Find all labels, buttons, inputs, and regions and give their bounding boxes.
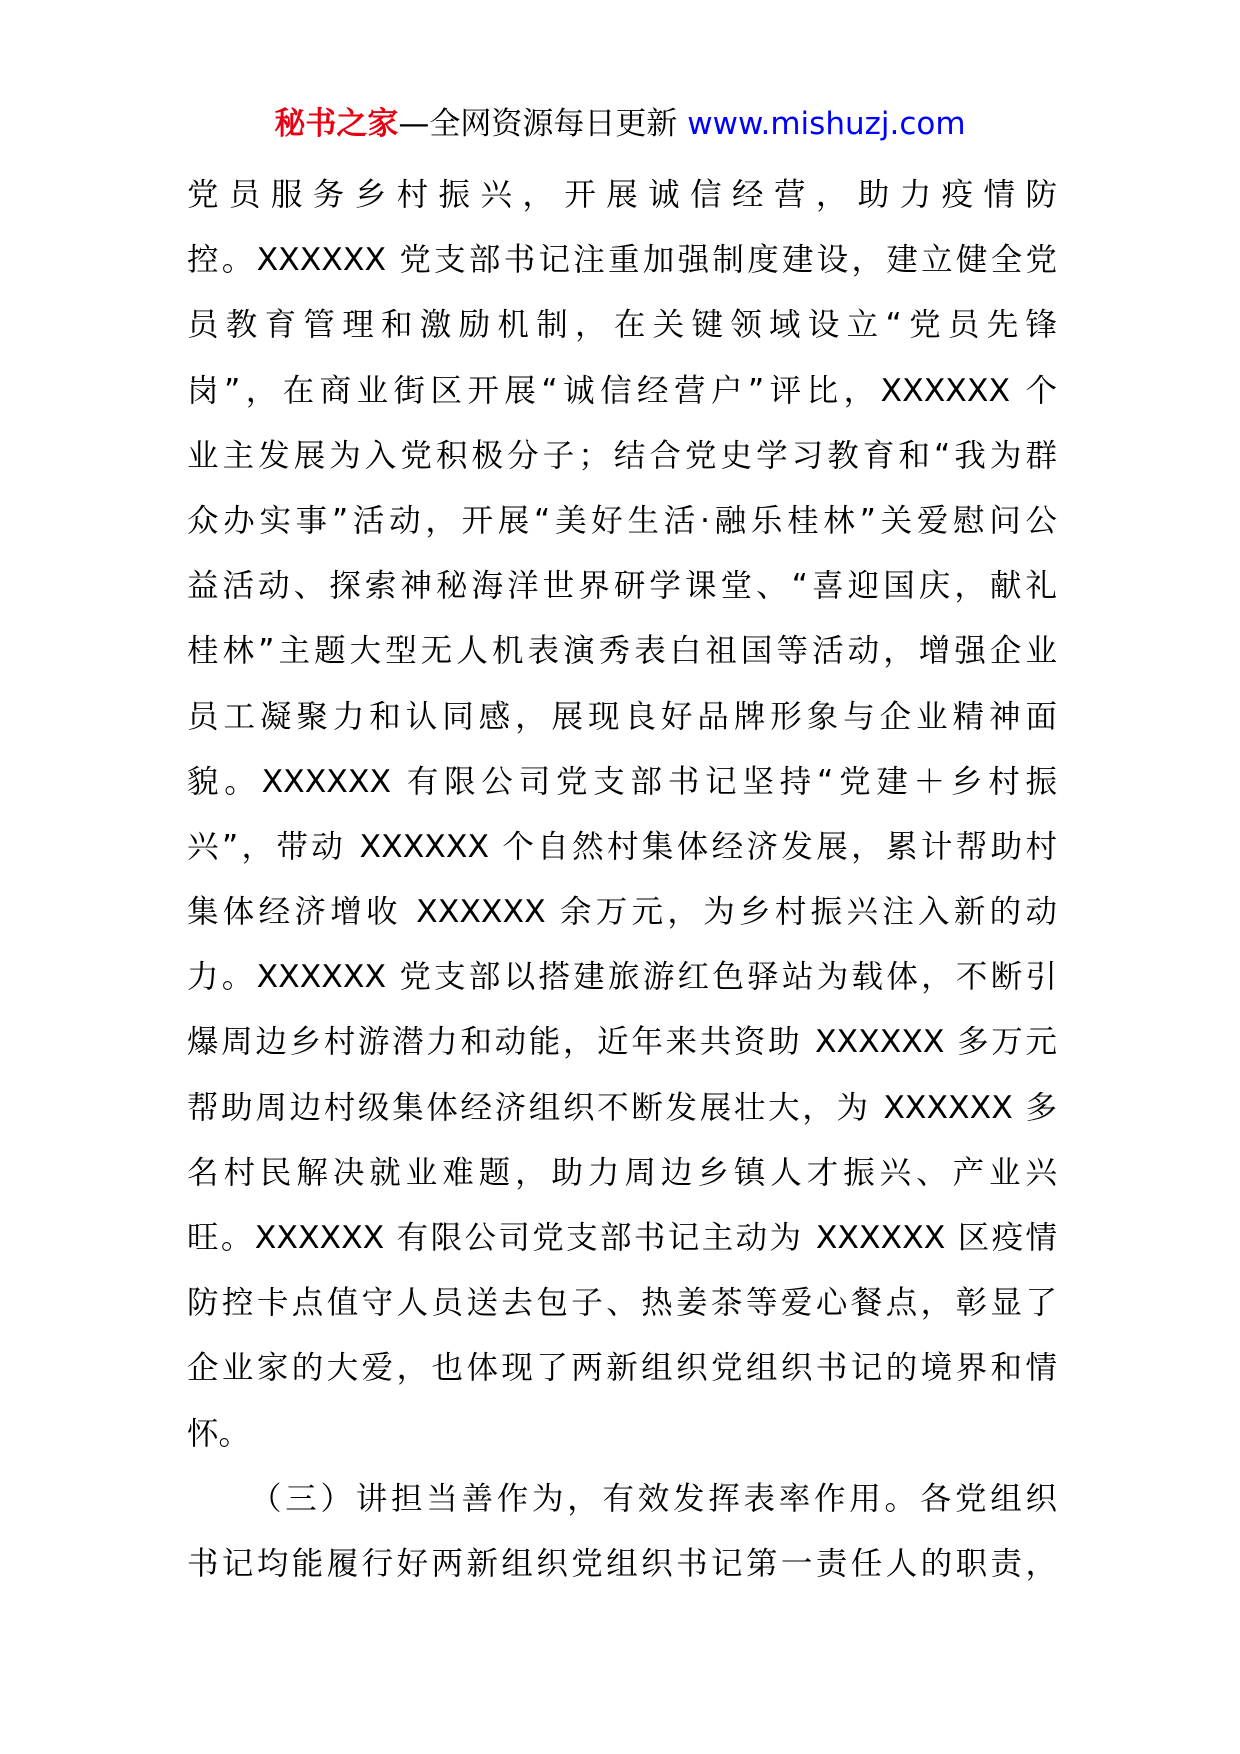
section-heading-line: （三）讲担当善作为，有效发挥表率作用。各党组织 — [250, 1480, 1057, 1517]
text-line: 防控卡点值守人员送去包子、热姜茶等爱心餐点，彰显了 — [187, 1285, 1057, 1322]
text-line: 控。XXXXXX 党支部书记注重加强制度建设，建立健全党 — [187, 242, 1057, 279]
site-url-link[interactable]: www.mishuzj.com — [687, 106, 966, 142]
text-line: 企业家的大爱，也体现了两新组织党组织书记的境界和情 — [187, 1350, 1057, 1387]
header-tagline: —全网资源每日更新 — [398, 106, 678, 142]
site-header — [0, 104, 1240, 144]
text-line: 业主发展为入党积极分子；结合党史学习教育和“我为群 — [187, 437, 1057, 474]
text-line: 帮助周边村级集体经济组织不断发展壮大，为 XXXXXX 多 — [187, 1089, 1057, 1126]
text-line: 员工凝聚力和认同感，展现良好品牌形象与企业精神面 — [187, 698, 1057, 735]
text-line: 力。XXXXXX 党支部以搭建旅游红色驿站为载体，不断引 — [187, 959, 1057, 996]
text-line: 党员服务乡村振兴，开展诚信经营，助力疫情防 — [187, 177, 1057, 213]
text-line: 集体经济增收 XXXXXX 余万元，为乡村振兴注入新的动 — [187, 894, 1057, 931]
text-line: 众办实事”活动，开展“美好生活·融乐桂林”关爱慰问公 — [187, 502, 1057, 539]
document-body — [187, 163, 1057, 1597]
text-line: 兴”，带动 XXXXXX 个自然村集体经济发展，累计帮助村 — [187, 828, 1057, 865]
text-line: 益活动、探索神秘海洋世界研学课堂、“喜迎国庆，献礼 — [187, 568, 1057, 605]
text-line: 桂林”主题大型无人机表演秀表白祖国等活动，增强企业 — [187, 633, 1057, 670]
paragraph-end-line: 怀。 — [187, 1415, 251, 1452]
text-line: 岗”，在商业街区开展“诚信经营户”评比，XXXXXX 个 — [187, 372, 1057, 409]
text-line: 貌。XXXXXX 有限公司党支部书记坚持“党建＋乡村振 — [187, 763, 1057, 800]
text-line: 名村民解决就业难题，助力周边乡镇人才振兴、产业兴 — [187, 1154, 1057, 1191]
brand-name: 秘书之家 — [274, 106, 399, 142]
text-line: 爆周边乡村游潜力和动能，近年来共资助 XXXXXX 多万元 — [187, 1024, 1057, 1061]
text-line: 书记均能履行好两新组织党组织书记第一责任人的职责， — [187, 1545, 1057, 1582]
text-line: 旺。XXXXXX 有限公司党支部书记主动为 XXXXXX 区疫情 — [187, 1220, 1057, 1256]
text-line: 员教育管理和激励机制，在关键领域设立“党员先锋 — [187, 307, 1057, 344]
